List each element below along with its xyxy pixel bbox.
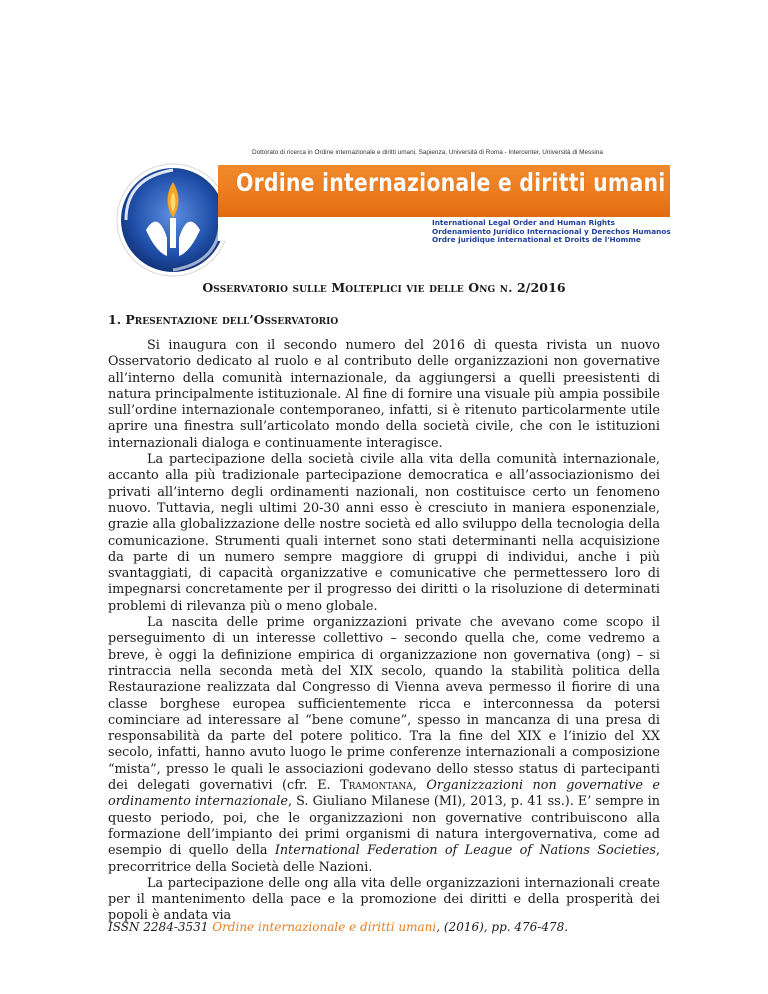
doctorate-line: Dottorato di ricerca in Ordine internazionale e diritti umani, Sapienza, Università di Roma - Intercenter, Università di Messina bbox=[252, 149, 603, 156]
footer-journal: Ordine internazionale e diritti umani bbox=[212, 920, 437, 934]
paragraph bbox=[108, 615, 660, 876]
organization-name: International Federation of League of Nations Societies bbox=[274, 843, 656, 859]
section-title: 1. Presentazione dell’Osservatorio bbox=[108, 312, 339, 327]
author-name: Tramontana bbox=[340, 778, 413, 794]
book-title: Organizzazioni non governative e ordinamento internazionale bbox=[108, 778, 661, 810]
paragraph: Si inaugura con il secondo numero del 2016 di questa rivista un nuovo Osservatorio dedicato al ruolo e al contributo delle organizzazioni non governative all’interno della comunità internazionale, da aggiungersi a quelli preesistenti di natura principalmente istituzionale. Al fine di fornire una visuale più ampia possibile sull’ordine internazionale contemporaneo, infatti, si è ritenuto particolarmente utile aprire una finestra sull’articolato mondo della società civile, che con le istituzioni internazionali dialoga e continuamente interagisce. bbox=[108, 338, 660, 451]
journal-logo-icon bbox=[112, 160, 234, 280]
subtitle-en: International Legal Order and Human Rights bbox=[432, 218, 615, 227]
paragraph-text: , bbox=[412, 778, 427, 794]
footer-pages: , (2016), pp. 476-478. bbox=[436, 920, 569, 934]
footer-issn: ISSN 2284-3531 bbox=[108, 920, 213, 934]
journal-title: Ordine internazionale e diritti umani bbox=[236, 168, 666, 197]
subtitle-fr: Ordre juridique international et Droits de l'Homme bbox=[432, 235, 641, 245]
observatory-title: Osservatorio sulle Molteplici vie delle Ong n. 2/2016 bbox=[202, 280, 566, 295]
paragraph-text: , precorritrice della Società delle Nazioni. bbox=[108, 843, 660, 875]
paragraph: La partecipazione della società civile alla vita della comunità internazionale, accanto alla più tradizionale partecipazione democratica e all’associazionismo dei privati all’interno degli ordinamenti nazionali, non costituisce certo un fenomeno nuovo. Tuttavia, negli ultimi 20-30 anni esso è cresciuto in maniera esponenziale, grazie alla globalizzazione delle nostre società ed allo sviluppo della tecnologia della comunicazione. Strumenti quali internet sono stati determinanti nella acquisizione da parte di un numero sempre maggiore di gruppi di individui, anche i più svantaggiati, di capacità organizzative e comunicative che permettessero loro di impegnarsi concretamente per il progresso dei diritti o la risoluzione di determinati problemi di rilevanza più o meno globale. bbox=[108, 452, 660, 614]
paragraph: La partecipazione delle ong alla vita delle organizzazioni internazionali create per il mantenimento della pace e la promozione dei diritti e della prosperità dei popoli è andata via bbox=[108, 875, 660, 924]
article-body bbox=[108, 338, 660, 925]
page-footer bbox=[108, 920, 568, 934]
paragraph-text: , S. Giuliano Milanese (MI), 2013, p. 41 ss.). E’ sempre in questo periodo, poi, che le organizzazioni non governative contribuiscono alla formazione dell’impianto dei primi organismi di natura intergovernativa, come ad esempio di quello della bbox=[108, 794, 660, 859]
journal-subtitles bbox=[432, 219, 671, 245]
paragraph-text: La nascita delle prime organizzazioni private che avevano come scopo il perseguimento di un interesse collettivo – secondo quella che, come vedremo a breve, è oggi la definizione empirica di organizzazione non governativa (ong) – si rintraccia nella seconda metà del XIX secolo, quando la stabilità politica della Restaurazione realizzata dal Congresso di Vienna aveva permesso il fiorire di una classe borghese europea sufficientemente ricca e interconnessa da potersi cominciare ad interessare al “bene comune”, spesso in mancanza di una presa di responsabilità da parte del potere politico. Tra la fine del XIX e l’inizio del XX secolo, infatti, hanno avuto luogo le prime conferenze internazionali a composizione “mista”, presso le quali le associazioni godevano dello stesso status di partecipanti dei delegati governativi (cfr. E. bbox=[108, 615, 660, 794]
subtitle-es: Ordenamiento Jurídico Internacional y Derechos Humanos bbox=[432, 226, 671, 236]
